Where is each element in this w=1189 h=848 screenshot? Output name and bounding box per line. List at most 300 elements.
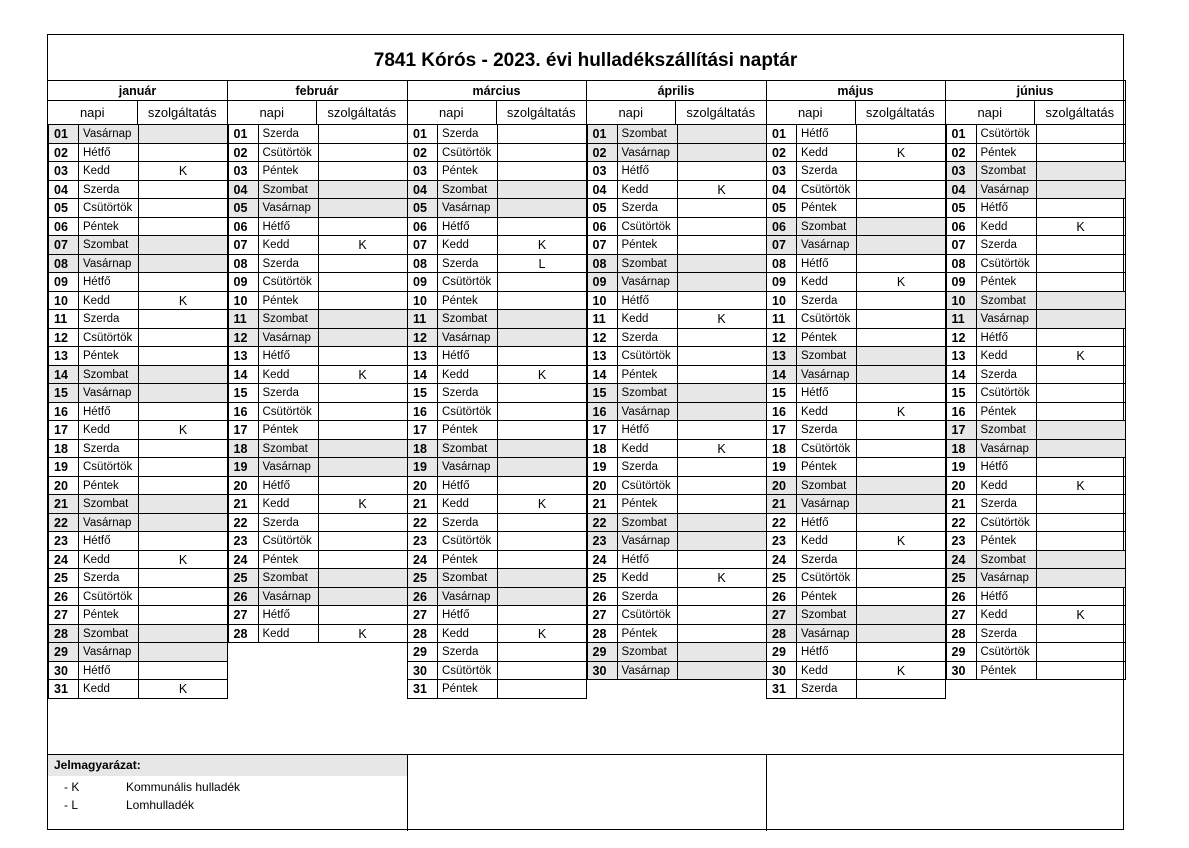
day-row bbox=[766, 384, 946, 403]
service-code bbox=[856, 495, 946, 514]
day-name: Szerda bbox=[976, 625, 1036, 644]
service-code bbox=[856, 440, 946, 459]
day-number: 15 bbox=[228, 384, 258, 403]
day-name: Csütörtök bbox=[78, 588, 138, 607]
day-row bbox=[228, 514, 408, 533]
service-code bbox=[677, 273, 767, 292]
service-code bbox=[677, 458, 767, 477]
day-number: 24 bbox=[48, 551, 78, 570]
day-row bbox=[766, 662, 946, 681]
day-name: Csütörtök bbox=[258, 144, 318, 163]
day-name: Vasárnap bbox=[796, 625, 856, 644]
day-row bbox=[946, 292, 1126, 311]
service-code bbox=[856, 218, 946, 237]
service-code bbox=[138, 310, 228, 329]
day-row bbox=[48, 477, 228, 496]
day-number: 04 bbox=[228, 181, 258, 200]
day-number: 08 bbox=[946, 255, 976, 274]
day-number: 24 bbox=[946, 551, 976, 570]
day-number: 10 bbox=[766, 292, 796, 311]
service-code bbox=[1036, 588, 1126, 607]
day-number: 25 bbox=[946, 569, 976, 588]
day-row bbox=[48, 440, 228, 459]
day-name: Vasárnap bbox=[78, 125, 138, 144]
service-code bbox=[1036, 144, 1126, 163]
day-name: Szerda bbox=[78, 181, 138, 200]
day-row bbox=[587, 384, 767, 403]
day-name: Szombat bbox=[796, 218, 856, 237]
day-name: Hétfő bbox=[437, 606, 497, 625]
day-number: 27 bbox=[587, 606, 617, 625]
day-number: 17 bbox=[228, 421, 258, 440]
day-row bbox=[407, 125, 587, 144]
day-name: Vasárnap bbox=[617, 273, 677, 292]
legend-item-l bbox=[64, 798, 194, 812]
day-name: Csütörtök bbox=[78, 329, 138, 348]
service-code: K bbox=[497, 366, 587, 385]
day-number: 16 bbox=[766, 403, 796, 422]
day-number: 06 bbox=[407, 218, 437, 237]
day-number: 13 bbox=[766, 347, 796, 366]
service-code bbox=[138, 273, 228, 292]
day-name: Vasárnap bbox=[976, 310, 1036, 329]
col-napi-header: napi bbox=[407, 101, 497, 124]
service-code bbox=[138, 588, 228, 607]
day-name: Szerda bbox=[437, 643, 497, 662]
legend-label: Lomhulladék bbox=[126, 798, 195, 812]
col-szolg-header: szolgáltatás bbox=[865, 105, 935, 120]
day-row bbox=[946, 458, 1126, 477]
service-code bbox=[856, 347, 946, 366]
day-row bbox=[48, 144, 228, 163]
service-code: K bbox=[677, 440, 767, 459]
day-number: 10 bbox=[946, 292, 976, 311]
day-row bbox=[587, 125, 767, 144]
day-name: Szerda bbox=[976, 236, 1036, 255]
calendar-sheet bbox=[47, 34, 1124, 830]
day-row bbox=[228, 625, 408, 644]
day-row bbox=[587, 606, 767, 625]
day-number: 03 bbox=[48, 162, 78, 181]
day-name: Péntek bbox=[78, 218, 138, 237]
service-code bbox=[138, 662, 228, 681]
month-table bbox=[766, 80, 946, 699]
day-number: 06 bbox=[587, 218, 617, 237]
day-row bbox=[946, 606, 1126, 625]
day-name: Péntek bbox=[437, 551, 497, 570]
day-name: Szombat bbox=[796, 477, 856, 496]
day-row bbox=[407, 458, 587, 477]
day-row bbox=[407, 347, 587, 366]
service-code: K bbox=[856, 273, 946, 292]
legend-title: Jelmagyarázat: bbox=[48, 755, 407, 776]
day-number: 27 bbox=[946, 606, 976, 625]
day-number: 22 bbox=[587, 514, 617, 533]
day-number: 25 bbox=[587, 569, 617, 588]
day-name: Péntek bbox=[437, 680, 497, 699]
day-name: Szombat bbox=[437, 440, 497, 459]
day-name: Szerda bbox=[258, 384, 318, 403]
service-code: K bbox=[318, 625, 408, 644]
day-number: 11 bbox=[228, 310, 258, 329]
day-row bbox=[228, 551, 408, 570]
service-code: K bbox=[497, 236, 587, 255]
service-code bbox=[138, 144, 228, 163]
day-row bbox=[587, 551, 767, 570]
day-name: Hétfő bbox=[617, 292, 677, 311]
service-code bbox=[497, 440, 587, 459]
service-code bbox=[138, 625, 228, 644]
service-code bbox=[138, 236, 228, 255]
day-row bbox=[48, 273, 228, 292]
day-number: 17 bbox=[587, 421, 617, 440]
day-name: Péntek bbox=[78, 606, 138, 625]
day-name: Vasárnap bbox=[976, 440, 1036, 459]
day-name: Szerda bbox=[796, 680, 856, 699]
month-name: február bbox=[228, 80, 408, 101]
day-number: 03 bbox=[407, 162, 437, 181]
service-code bbox=[1036, 384, 1126, 403]
col-szolg-header: szolgáltatás bbox=[1045, 105, 1115, 120]
service-code bbox=[138, 366, 228, 385]
day-row bbox=[48, 662, 228, 681]
day-row bbox=[407, 569, 587, 588]
service-code bbox=[318, 532, 408, 551]
day-row bbox=[587, 236, 767, 255]
day-number: 13 bbox=[48, 347, 78, 366]
day-name: Szombat bbox=[258, 440, 318, 459]
day-name: Szerda bbox=[617, 588, 677, 607]
service-code bbox=[1036, 329, 1126, 348]
day-name: Csütörtök bbox=[796, 310, 856, 329]
month-table bbox=[48, 80, 228, 699]
day-name: Csütörtök bbox=[258, 273, 318, 292]
day-row bbox=[946, 384, 1126, 403]
day-name: Kedd bbox=[976, 347, 1036, 366]
day-name: Csütörtök bbox=[976, 514, 1036, 533]
service-code bbox=[318, 218, 408, 237]
service-code bbox=[318, 421, 408, 440]
service-code bbox=[318, 310, 408, 329]
day-row bbox=[407, 551, 587, 570]
day-name: Csütörtök bbox=[437, 273, 497, 292]
service-code bbox=[497, 662, 587, 681]
day-name: Csütörtök bbox=[437, 662, 497, 681]
service-code: K bbox=[677, 569, 767, 588]
day-row bbox=[946, 569, 1126, 588]
day-number: 28 bbox=[766, 625, 796, 644]
day-name: Hétfő bbox=[976, 458, 1036, 477]
day-row bbox=[48, 458, 228, 477]
day-name: Hétfő bbox=[617, 421, 677, 440]
day-row bbox=[587, 403, 767, 422]
day-name: Péntek bbox=[617, 625, 677, 644]
day-row bbox=[946, 421, 1126, 440]
day-row bbox=[48, 514, 228, 533]
day-name: Hétfő bbox=[617, 162, 677, 181]
service-code bbox=[677, 643, 767, 662]
day-row bbox=[48, 588, 228, 607]
day-number: 21 bbox=[48, 495, 78, 514]
day-name: Kedd bbox=[976, 606, 1036, 625]
day-row bbox=[407, 662, 587, 681]
day-name: Vasárnap bbox=[437, 588, 497, 607]
day-number: 08 bbox=[407, 255, 437, 274]
day-name: Kedd bbox=[617, 440, 677, 459]
day-number: 07 bbox=[946, 236, 976, 255]
day-name: Vasárnap bbox=[78, 514, 138, 533]
day-number: 17 bbox=[407, 421, 437, 440]
day-number: 29 bbox=[407, 643, 437, 662]
service-code bbox=[856, 162, 946, 181]
legend-empty-cell bbox=[766, 755, 1124, 831]
service-code bbox=[318, 273, 408, 292]
day-number: 16 bbox=[48, 403, 78, 422]
day-name: Szombat bbox=[617, 643, 677, 662]
day-number: 23 bbox=[587, 532, 617, 551]
day-number: 24 bbox=[766, 551, 796, 570]
service-code: K bbox=[1036, 347, 1126, 366]
service-code bbox=[677, 495, 767, 514]
day-number: 12 bbox=[48, 329, 78, 348]
day-number: 03 bbox=[766, 162, 796, 181]
day-number: 30 bbox=[587, 662, 617, 681]
day-name: Csütörtök bbox=[617, 477, 677, 496]
day-number: 12 bbox=[766, 329, 796, 348]
service-code bbox=[677, 329, 767, 348]
service-code bbox=[138, 384, 228, 403]
day-row bbox=[587, 588, 767, 607]
service-code bbox=[497, 680, 587, 699]
day-name: Vasárnap bbox=[617, 662, 677, 681]
day-row bbox=[48, 236, 228, 255]
day-number: 11 bbox=[48, 310, 78, 329]
day-number: 07 bbox=[587, 236, 617, 255]
day-row bbox=[766, 551, 946, 570]
day-name: Péntek bbox=[258, 162, 318, 181]
day-number: 30 bbox=[946, 662, 976, 681]
service-code bbox=[138, 199, 228, 218]
day-row bbox=[407, 384, 587, 403]
day-row bbox=[407, 680, 587, 699]
day-row bbox=[48, 551, 228, 570]
day-number: 26 bbox=[48, 588, 78, 607]
day-row bbox=[587, 440, 767, 459]
day-row bbox=[766, 680, 946, 699]
day-number: 17 bbox=[766, 421, 796, 440]
service-code bbox=[318, 162, 408, 181]
service-code bbox=[138, 458, 228, 477]
day-number: 23 bbox=[766, 532, 796, 551]
day-number: 19 bbox=[407, 458, 437, 477]
column-header bbox=[407, 101, 587, 125]
month-table bbox=[228, 80, 408, 643]
day-row bbox=[407, 199, 587, 218]
day-row bbox=[48, 347, 228, 366]
column-header bbox=[766, 101, 946, 125]
day-name: Kedd bbox=[617, 310, 677, 329]
day-row bbox=[587, 662, 767, 681]
day-name: Hétfő bbox=[258, 218, 318, 237]
day-number: 01 bbox=[48, 125, 78, 144]
day-row bbox=[766, 458, 946, 477]
day-row bbox=[946, 514, 1126, 533]
day-row bbox=[766, 199, 946, 218]
day-number: 09 bbox=[766, 273, 796, 292]
day-number: 07 bbox=[48, 236, 78, 255]
legend-label: Kommunális hulladék bbox=[126, 780, 241, 794]
day-name: Szerda bbox=[258, 125, 318, 144]
day-number: 14 bbox=[766, 366, 796, 385]
day-row bbox=[48, 292, 228, 311]
day-name: Szerda bbox=[796, 551, 856, 570]
day-name: Péntek bbox=[78, 347, 138, 366]
service-code bbox=[1036, 551, 1126, 570]
day-name: Vasárnap bbox=[617, 403, 677, 422]
day-row bbox=[766, 144, 946, 163]
day-name: Csütörtök bbox=[437, 403, 497, 422]
day-number: 21 bbox=[946, 495, 976, 514]
day-name: Csütörtök bbox=[437, 144, 497, 163]
day-name: Hétfő bbox=[78, 662, 138, 681]
day-number: 20 bbox=[946, 477, 976, 496]
day-name: Szerda bbox=[437, 255, 497, 274]
day-name: Vasárnap bbox=[976, 181, 1036, 200]
day-row bbox=[48, 421, 228, 440]
day-name: Hétfő bbox=[617, 551, 677, 570]
day-row bbox=[407, 625, 587, 644]
day-name: Kedd bbox=[437, 236, 497, 255]
day-row bbox=[407, 273, 587, 292]
day-name: Szerda bbox=[796, 162, 856, 181]
day-row bbox=[48, 384, 228, 403]
page-title: 7841 Kórós - 2023. évi hulladékszállítási naptár bbox=[373, 50, 798, 71]
day-name: Péntek bbox=[258, 292, 318, 311]
day-row bbox=[587, 199, 767, 218]
day-row bbox=[587, 514, 767, 533]
day-number: 14 bbox=[946, 366, 976, 385]
day-name: Péntek bbox=[976, 662, 1036, 681]
day-number: 16 bbox=[587, 403, 617, 422]
day-number: 07 bbox=[766, 236, 796, 255]
service-code: K bbox=[1036, 218, 1126, 237]
day-number: 07 bbox=[228, 236, 258, 255]
day-row bbox=[48, 162, 228, 181]
day-number: 04 bbox=[766, 181, 796, 200]
service-code bbox=[497, 458, 587, 477]
day-number: 09 bbox=[946, 273, 976, 292]
day-row bbox=[766, 236, 946, 255]
day-number: 02 bbox=[48, 144, 78, 163]
day-number: 20 bbox=[587, 477, 617, 496]
day-name: Vasárnap bbox=[796, 366, 856, 385]
day-number: 06 bbox=[228, 218, 258, 237]
day-number: 26 bbox=[407, 588, 437, 607]
service-code bbox=[138, 347, 228, 366]
day-name: Szerda bbox=[78, 310, 138, 329]
month-table bbox=[946, 80, 1126, 680]
day-number: 20 bbox=[766, 477, 796, 496]
day-row bbox=[228, 458, 408, 477]
day-name: Szerda bbox=[78, 440, 138, 459]
day-row bbox=[946, 255, 1126, 274]
day-number: 31 bbox=[766, 680, 796, 699]
day-number: 01 bbox=[228, 125, 258, 144]
day-row bbox=[48, 218, 228, 237]
day-number: 09 bbox=[407, 273, 437, 292]
day-name: Hétfő bbox=[78, 532, 138, 551]
day-name: Kedd bbox=[258, 495, 318, 514]
legend-code: - K bbox=[64, 780, 80, 794]
day-number: 16 bbox=[228, 403, 258, 422]
service-code bbox=[856, 181, 946, 200]
day-number: 01 bbox=[946, 125, 976, 144]
day-name: Kedd bbox=[437, 366, 497, 385]
service-code: K bbox=[677, 181, 767, 200]
day-name: Hétfő bbox=[796, 384, 856, 403]
day-name: Kedd bbox=[258, 236, 318, 255]
day-row bbox=[407, 162, 587, 181]
day-row bbox=[48, 125, 228, 144]
service-code bbox=[677, 551, 767, 570]
day-row bbox=[228, 329, 408, 348]
day-number: 14 bbox=[228, 366, 258, 385]
column-header bbox=[48, 101, 228, 125]
day-number: 02 bbox=[407, 144, 437, 163]
day-name: Vasárnap bbox=[78, 384, 138, 403]
day-number: 21 bbox=[766, 495, 796, 514]
service-code: L bbox=[497, 255, 587, 274]
day-row bbox=[946, 162, 1126, 181]
service-code bbox=[497, 181, 587, 200]
month-name: január bbox=[48, 80, 228, 101]
day-number: 14 bbox=[407, 366, 437, 385]
service-code bbox=[677, 606, 767, 625]
day-name: Kedd bbox=[437, 495, 497, 514]
day-name: Szerda bbox=[796, 292, 856, 311]
day-row bbox=[228, 255, 408, 274]
service-code bbox=[856, 606, 946, 625]
service-code bbox=[138, 495, 228, 514]
day-row bbox=[228, 569, 408, 588]
legend-cell bbox=[48, 755, 407, 831]
day-number: 09 bbox=[587, 273, 617, 292]
day-row bbox=[946, 218, 1126, 237]
day-number: 13 bbox=[228, 347, 258, 366]
day-row bbox=[228, 403, 408, 422]
day-name: Kedd bbox=[437, 625, 497, 644]
day-row bbox=[48, 199, 228, 218]
day-row bbox=[766, 125, 946, 144]
day-number: 28 bbox=[946, 625, 976, 644]
column-header bbox=[228, 101, 408, 125]
day-row bbox=[766, 292, 946, 311]
day-name: Péntek bbox=[976, 403, 1036, 422]
day-row bbox=[48, 680, 228, 699]
day-row bbox=[228, 273, 408, 292]
day-name: Csütörtök bbox=[258, 532, 318, 551]
day-number: 12 bbox=[407, 329, 437, 348]
day-number: 18 bbox=[946, 440, 976, 459]
service-code bbox=[856, 366, 946, 385]
day-row bbox=[946, 477, 1126, 496]
month-name: június bbox=[946, 80, 1126, 101]
day-row bbox=[407, 643, 587, 662]
day-number: 28 bbox=[407, 625, 437, 644]
day-number: 10 bbox=[228, 292, 258, 311]
day-name: Péntek bbox=[78, 477, 138, 496]
day-name: Kedd bbox=[796, 532, 856, 551]
